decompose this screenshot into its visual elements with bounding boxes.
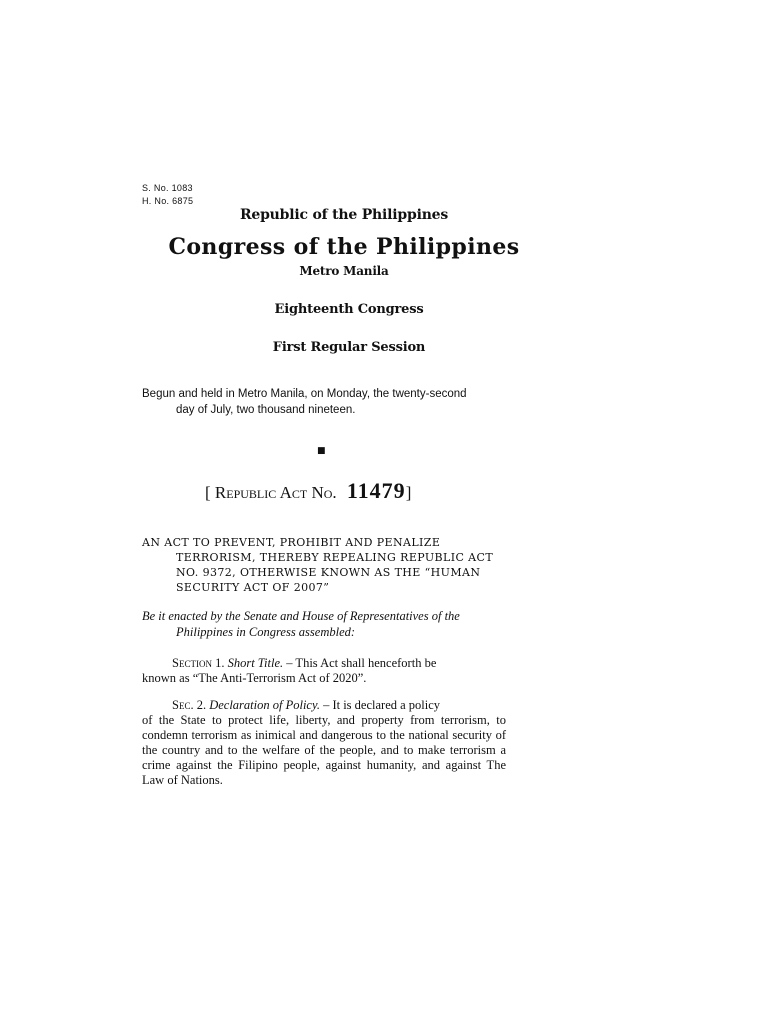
seal-mark-icon: ■: [317, 446, 326, 456]
act-title-line-3: NO. 9372, OTHERWISE KNOWN AS THE “HUMAN: [176, 566, 481, 579]
session-header: First Regular Session: [272, 340, 426, 355]
republic-act-number-line: [205, 478, 411, 504]
begun-statement: [142, 386, 522, 418]
section-1-heading: Short Title.: [227, 656, 284, 670]
congress-number-header: Eighteenth Congress: [274, 302, 424, 317]
section-2-text-first: – It is declared a policy: [319, 698, 441, 712]
section-1-text-first: – This Act shall henceforth be: [283, 656, 437, 670]
congress-header: Congress of the Philippines: [168, 234, 520, 260]
enacting-clause: [142, 608, 512, 640]
senate-bill-number: S. No. 1083: [142, 183, 193, 193]
open-bracket: [: [205, 483, 211, 502]
act-title-line-1: AN ACT TO PREVENT, PROHIBIT AND PENALIZE: [142, 536, 441, 549]
enacting-line-1: Be it enacted by the Senate and House of Representatives of the: [142, 609, 460, 623]
section-2-first-line: [142, 698, 506, 713]
begun-line-1: Begun and held in Metro Manila, on Monday, the twenty-second: [142, 388, 467, 400]
section-2: [142, 698, 506, 788]
republic-header: Republic of the Philippines: [239, 207, 449, 223]
section-1: [142, 656, 506, 686]
section-2-heading: Declaration of Policy.: [209, 698, 320, 712]
house-bill-number: H. No. 6875: [142, 196, 194, 206]
section-1-first-line: [142, 656, 506, 671]
enacting-line-2: Philippines in Congress assembled:: [176, 625, 356, 639]
act-title-line-4: SECURITY ACT OF 2007”: [176, 581, 330, 594]
section-2-label: Sec. 2.: [172, 698, 207, 712]
republic-act-label: Republic Act No.: [214, 483, 337, 502]
republic-act-number: 11479: [346, 478, 406, 503]
close-bracket: ]: [405, 483, 412, 502]
section-2-text-rest: of the State to protect life, liberty, and property from terrorism, to condemn terrorism as inimical and dangerous to the national security of the country and to the welfare of the people, and to make terrorism a crime against the Filipino people, against humanity, and against The Law of Nations.: [142, 713, 506, 787]
act-title-line-2: TERRORISM, THEREBY REPEALING REPUBLIC ACT: [176, 551, 494, 564]
begun-line-2: day of July, two thousand nineteen.: [176, 404, 356, 416]
section-1-label: Section 1.: [172, 656, 225, 670]
act-title: [142, 535, 512, 595]
bill-numbers: [142, 182, 193, 208]
metro-manila-header: Metro Manila: [299, 264, 389, 278]
section-1-text-rest: known as “The Anti-Terrorism Act of 2020”.: [142, 671, 367, 685]
